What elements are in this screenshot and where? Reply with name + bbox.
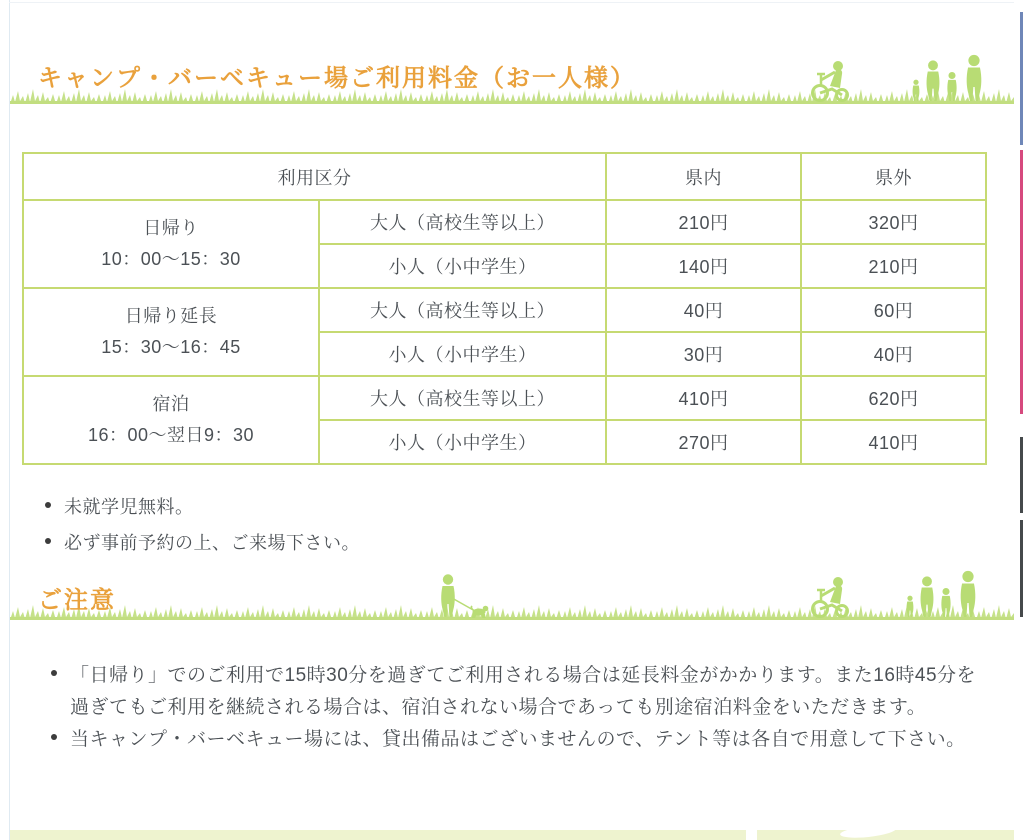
price-outside-cell: 410円: [801, 420, 986, 464]
caution-title: ご注意: [38, 587, 116, 614]
price-outside-cell: 620円: [801, 376, 986, 420]
price-inside-cell: 210円: [606, 200, 801, 244]
age-type-cell: 大人（高校生等以上）: [319, 200, 606, 244]
share-button-blue-strip[interactable]: [1020, 12, 1023, 145]
page-left-border: [9, 0, 10, 840]
age-type-cell: 小人（小中学生）: [319, 332, 606, 376]
table-row: [23, 376, 986, 420]
price-outside-cell: 210円: [801, 244, 986, 288]
share-button-pink-strip[interactable]: [1020, 150, 1023, 414]
table-row: [23, 200, 986, 244]
list-item: 未就学児無料。: [38, 493, 938, 521]
table-header-row: [23, 153, 986, 200]
page-title: キャンプ・バーベキュー場ご利用料金（お一人様）: [38, 65, 636, 92]
category-header-cell: 利用区分: [23, 153, 606, 200]
category-label: 日帰り: [143, 217, 199, 238]
list-item: 当キャンプ・バーベキュー場には、貸出備品はございませんので、テント等は各自で用意して下さい。: [44, 724, 982, 756]
share-button-dark-strip[interactable]: [1020, 437, 1023, 513]
outside-pref-header-cell: 県外: [801, 153, 986, 200]
list-item: 必ず事前予約の上、ご来場下さい。: [38, 529, 938, 557]
age-type-cell: 大人（高校生等以上）: [319, 288, 606, 332]
price-inside-cell: 40円: [606, 288, 801, 332]
price-outside-cell: 60円: [801, 288, 986, 332]
category-time: 16：00～翌日9：30: [87, 425, 255, 445]
age-type-cell: 小人（小中学生）: [319, 244, 606, 288]
footer-band-gap: [746, 830, 757, 840]
pricing-section-header: [10, 50, 1014, 104]
inside-pref-header-cell: 県内: [606, 153, 801, 200]
price-inside-cell: 410円: [606, 376, 801, 420]
price-inside-cell: 270円: [606, 420, 801, 464]
category-time: 10：00～15：30: [101, 249, 241, 269]
category-time: 15：30～16：45: [101, 337, 241, 357]
price-inside-cell: 30円: [606, 332, 801, 376]
category-group-cell: [23, 288, 319, 376]
price-outside-cell: 40円: [801, 332, 986, 376]
age-type-cell: 大人（高校生等以上）: [319, 376, 606, 420]
list-item: 「日帰り」でのご利用で15時30分を過ぎてご利用される場合は延長料金がかかります。また16時45分を過ぎてもご利用を継続される場合は、宿泊されない場合であっても別途宿泊料金をいただきます。: [44, 660, 982, 724]
share-button-dark-strip-2[interactable]: [1020, 520, 1023, 617]
category-label: 日帰り延長: [124, 305, 218, 326]
caution-section-header: [10, 566, 1014, 620]
category-label: 宿泊: [152, 393, 190, 414]
price-inside-cell: 140円: [606, 244, 801, 288]
general-notes-list: [38, 493, 938, 565]
age-type-cell: 小人（小中学生）: [319, 420, 606, 464]
grass-icon: [10, 566, 1014, 620]
category-group-cell: [23, 200, 319, 288]
page-top-border: [9, 2, 1014, 3]
pricing-table: [22, 152, 987, 465]
caution-notes-list: [44, 660, 982, 756]
table-row: [23, 288, 986, 332]
category-group-cell: [23, 376, 319, 464]
price-outside-cell: 320円: [801, 200, 986, 244]
